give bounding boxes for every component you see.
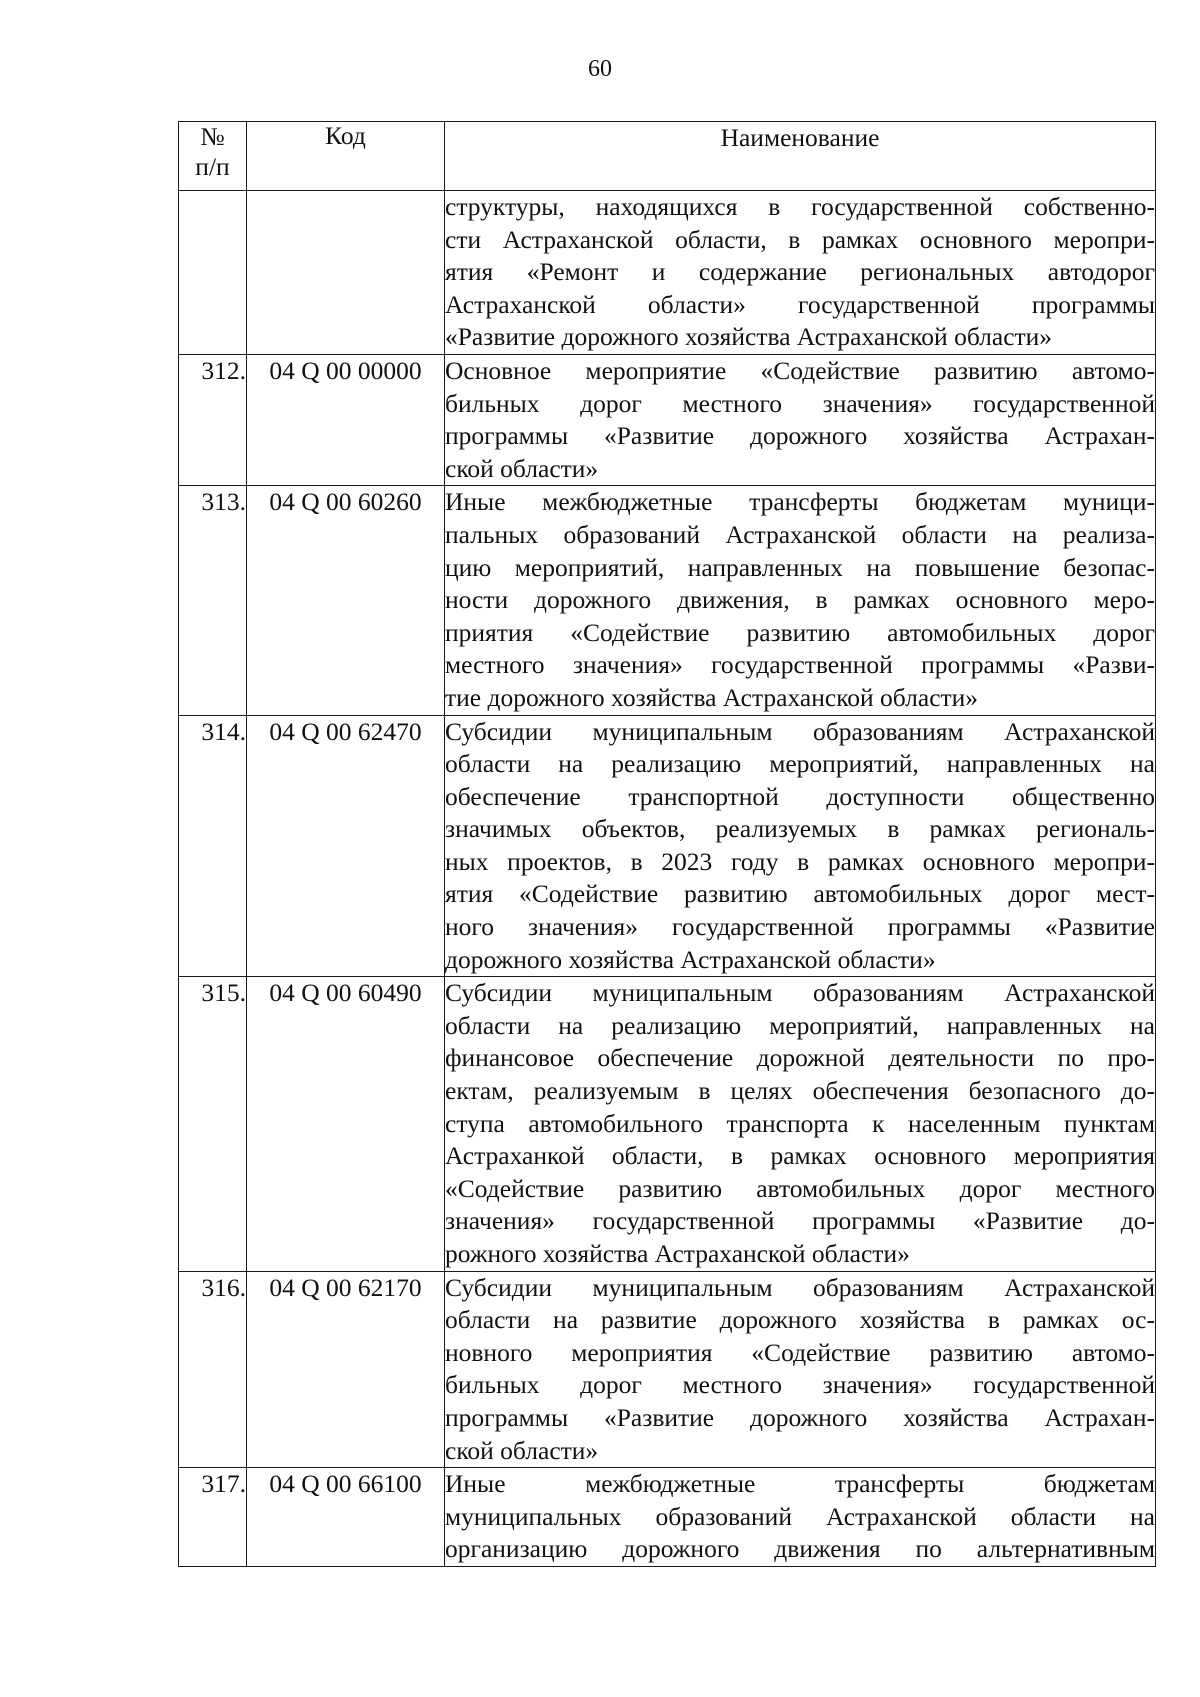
row-name-line: значения» государственной программы «Развитие до- [445,1206,1155,1236]
row-name-line: ятия «Ремонт и содержание региональных автодорог [445,257,1155,287]
row-name-line: программы «Развитие дорожного хозяйства Астрахан- [445,421,1155,451]
header-number-line-2: п/п [195,152,230,181]
row-name [445,1468,1156,1567]
row-name [445,715,1156,977]
table-row [179,354,1156,485]
row-name-line: структуры, находящихся в государственной собственно- [445,192,1155,221]
row-name-line: ного значения» государственной программы «Развитие [445,912,1155,942]
table-row [179,191,1156,355]
row-name-line: Основное мероприятие «Содействие развитию автомо- [445,355,1155,385]
table-row [179,486,1156,715]
row-number [179,191,247,355]
row-name-line: цию мероприятий, направленных на повышение безопас- [445,552,1155,582]
row-name-line: ской области» [445,453,599,483]
row-number: 315. [179,977,247,1271]
row-name-line: «Содействие развитию автомобильных дорог местного [445,1173,1155,1203]
row-number: 313. [179,486,247,715]
table-body [179,191,1156,1567]
row-name-line: ности дорожного движения, в рамках основного меро- [445,585,1155,615]
row-code: 04 Q 00 00000 [247,354,445,485]
row-name-line: пальных образований Астраханской области на реализа- [445,519,1155,549]
row-name-line: бильных дорог местного значения» государственной [445,1370,1155,1400]
row-name-line: дорожного хозяйства Астраханской области» [445,944,936,974]
row-name-line: значимых объектов, реализуемых в рамках региональ- [445,814,1155,844]
row-name-line: ных проектов, в 2023 году в рамках основного меропри- [445,846,1155,876]
page-number: 60 [588,56,612,82]
row-code: 04 Q 00 60490 [247,977,445,1271]
row-name [445,191,1156,355]
table-row [179,977,1156,1271]
row-name-line: новного мероприятия «Содействие развитию автомо- [445,1337,1155,1367]
row-number: 314. [179,715,247,977]
row-name-line: Субсидии муниципальным образованиям Астраханской [445,1272,1155,1302]
row-name [445,977,1156,1271]
row-code: 04 Q 00 66100 [247,1468,445,1567]
row-number: 312. [179,354,247,485]
row-name-line: рожного хозяйства Астраханской области» [445,1239,910,1268]
header-number [179,122,247,191]
row-name-line: ступа автомобильного транспорта к населенным пунктам [445,1108,1155,1138]
row-name-line: приятия «Содействие развитию автомобильных дорог [445,617,1155,647]
table-row [179,1468,1156,1567]
table-header-row [179,122,1156,191]
row-name-line: тие дорожного хозяйства Астраханской области» [445,682,979,712]
header-code [247,122,445,191]
row-name-line: ской области» [445,1435,599,1465]
budget-codes-table [178,121,1156,1567]
row-name-line: обеспечение транспортной доступности общественно [445,781,1155,811]
header-number-line-1: № [200,122,225,151]
row-number: 317. [179,1468,247,1567]
row-name-line: Субсидии муниципальным образованиям Астраханской [445,716,1155,746]
row-name-line: области на реализацию мероприятий, направленных на [445,1010,1155,1040]
row-code: 04 Q 00 62470 [247,715,445,977]
row-name-line: Субсидии муниципальным образованиям Астраханской [445,978,1155,1008]
row-name [445,1271,1156,1468]
table-row [179,715,1156,977]
row-name [445,486,1156,715]
row-name-line: бильных дорог местного значения» государственной [445,388,1155,418]
row-name-line: Иные межбюджетные трансферты бюджетам [445,1469,1155,1499]
header-code-label: Код [325,121,366,150]
row-name [445,354,1156,485]
row-name-line: программы «Развитие дорожного хозяйства Астрахан- [445,1402,1155,1432]
row-code [247,191,445,355]
row-name-line: области на реализацию мероприятий, направленных на [445,749,1155,779]
row-name-line: местного значения» государственной программы «Разви- [445,650,1155,680]
row-name-line: муниципальных образований Астраханской области на [445,1501,1155,1531]
row-name-line: Астраханкой области, в рамках основного мероприятия [445,1141,1155,1171]
row-name-line: финансовое обеспечение дорожной деятельности по про- [445,1043,1155,1073]
row-code: 04 Q 00 62170 [247,1271,445,1468]
row-name-line: ектам, реализуемым в целях обеспечения безопасного до- [445,1076,1155,1106]
row-name-line: Астраханской области» государственной программы [445,289,1155,319]
row-code: 04 Q 00 60260 [247,486,445,715]
row-name-line: «Развитие дорожного хозяйства Астраханской области» [445,322,1053,352]
table-row [179,1271,1156,1468]
row-number: 316. [179,1271,247,1468]
row-name-line: Иные межбюджетные трансферты бюджетам муници- [445,487,1155,517]
row-name-line: области на развитие дорожного хозяйства в рамках ос- [445,1305,1155,1335]
row-name-line: сти Астраханской области, в рамках основного меропри- [445,224,1155,254]
row-name-line: ятия «Содействие развитию автомобильных дорог мест- [445,879,1155,909]
header-name [445,122,1156,191]
header-name-label: Наименование [720,123,880,152]
row-name-line: организацию дорожного движения по альтернативным [445,1534,1155,1564]
